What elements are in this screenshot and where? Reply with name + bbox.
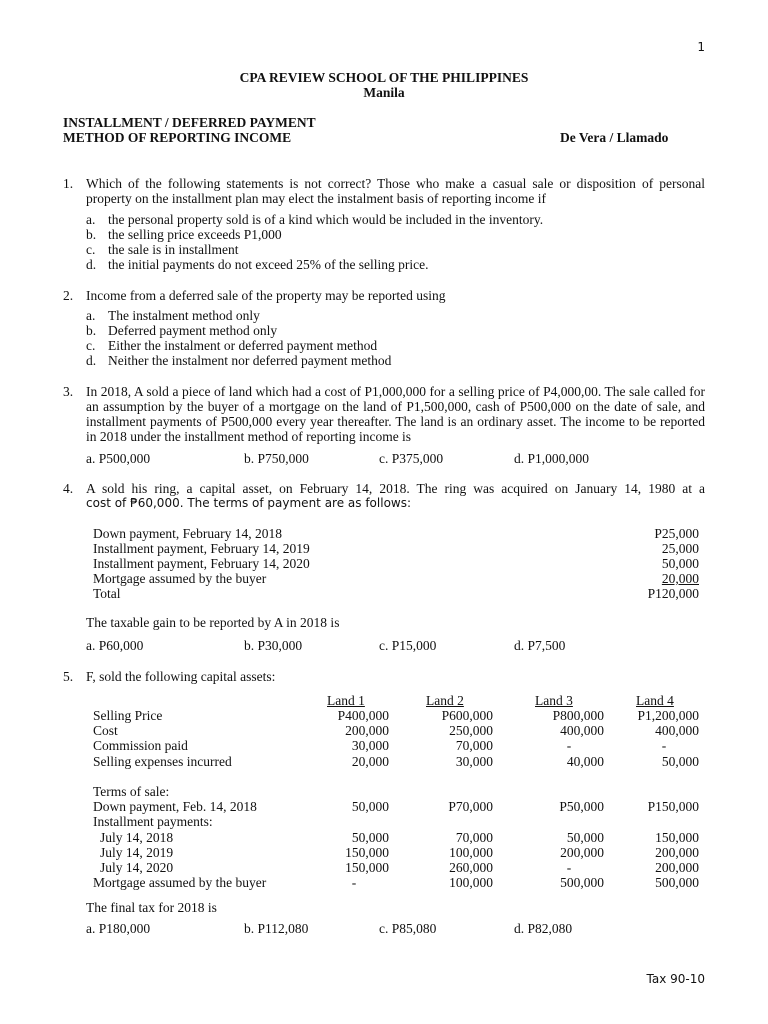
- q5-col-land-3: Land 3: [535, 693, 573, 708]
- q4-schedule-amount-total: P120,000: [647, 586, 699, 601]
- q5-cell: 150,000: [345, 845, 389, 860]
- q5-cell: 100,000: [449, 875, 493, 890]
- q3-choice-a: a. P500,000: [86, 451, 151, 466]
- q3-choice-c: c. P375,000: [379, 451, 444, 466]
- q4-schedule-label-1: Down payment, February 14, 2018: [93, 526, 282, 541]
- q5-cell: 400,000: [560, 723, 604, 738]
- q1-number: 1.: [63, 176, 74, 191]
- q5-cell: 200,000: [560, 845, 604, 860]
- q1-option-b-letter: b.: [86, 227, 97, 242]
- q5-choice-b: b. P112,080: [244, 921, 309, 936]
- q1-option-d-letter: d.: [86, 257, 97, 272]
- q2-option-a: The instalment method only: [108, 308, 260, 323]
- q5-cell: 500,000: [560, 875, 604, 890]
- q4-choice-d: d. P7,500: [514, 638, 566, 653]
- q4-choice-b: b. P30,000: [244, 638, 303, 653]
- q5-cell: 500,000: [655, 875, 699, 890]
- q5-cell: 150,000: [345, 860, 389, 875]
- q1-option-a-letter: a.: [86, 212, 96, 227]
- q5-cell: P800,000: [552, 708, 604, 723]
- q5-row-label: Selling Price: [93, 708, 163, 723]
- q5-cell: 250,000: [449, 723, 493, 738]
- q5-cell: P150,000: [647, 799, 699, 814]
- q5-cell: 100,000: [449, 845, 493, 860]
- q5-cell: 200,000: [345, 723, 389, 738]
- authors: De Vera / Llamado: [560, 130, 669, 145]
- q4-question: The taxable gain to be reported by A in 2018 is: [86, 615, 340, 630]
- q5-col-land-2: Land 2: [426, 693, 464, 708]
- q3-choice-d: d. P1,000,000: [514, 451, 590, 466]
- page-number: 1: [697, 40, 705, 54]
- city-subtitle: Manila: [363, 85, 405, 100]
- q5-row-label: Cost: [93, 723, 118, 738]
- q2-option-d: Neither the instalment nor deferred payment method: [108, 353, 392, 368]
- q5-cell: -: [566, 860, 572, 875]
- q5-col-land-4: Land 4: [636, 693, 674, 708]
- q4-schedule-amount-4-text: 20,000: [661, 571, 699, 586]
- school-title: CPA REVIEW SCHOOL OF THE PHILIPPINES: [239, 70, 529, 85]
- q5-cell: 150,000: [655, 830, 699, 845]
- q5-row-label: Terms of sale:: [93, 784, 170, 799]
- topic-line-1: INSTALLMENT / DEFERRED PAYMENT: [63, 115, 316, 130]
- q5-cell: 50,000: [351, 799, 389, 814]
- q5-row-label: Commission paid: [93, 738, 188, 753]
- q5-cell: 260,000: [449, 860, 493, 875]
- q4-text-line-2: cost of ₱60,000. The terms of payment are as follows:: [86, 496, 412, 510]
- q5-cell: 30,000: [455, 754, 493, 769]
- q5-cell: 50,000: [566, 830, 604, 845]
- q2-option-c: Either the instalment or deferred payment method: [108, 338, 378, 353]
- q4-schedule-amount-3: 50,000: [661, 556, 699, 571]
- q5-cell: 200,000: [655, 845, 699, 860]
- q5-cell: P400,000: [337, 708, 389, 723]
- q2-number: 2.: [63, 288, 74, 303]
- q2-option-a-letter: a.: [86, 308, 96, 323]
- q5-cell: P70,000: [448, 799, 493, 814]
- q4-schedule-amount-2: 25,000: [661, 541, 699, 556]
- q5-cell: 20,000: [351, 754, 389, 769]
- q2-option-b-letter: b.: [86, 323, 97, 338]
- q4-schedule-label-4: Mortgage assumed by the buyer: [93, 571, 267, 586]
- q5-cell: 200,000: [655, 860, 699, 875]
- q5-cell: P1,200,000: [637, 708, 699, 723]
- q4-schedule-label-2: Installment payment, February 14, 2019: [93, 541, 310, 556]
- q5-choice-a: a. P180,000: [86, 921, 151, 936]
- q5-cell: -: [661, 738, 667, 753]
- q1-option-c: the sale is in installment: [108, 242, 239, 257]
- q5-row-label: July 14, 2020: [100, 860, 174, 875]
- q5-number: 5.: [63, 669, 74, 684]
- q5-cell: 50,000: [661, 754, 699, 769]
- q5-cell: 70,000: [455, 738, 493, 753]
- q5-row-label: Mortgage assumed by the buyer: [93, 875, 267, 890]
- q3-text: In 2018, A sold a piece of land which had a cost of P1,000,000 for a selling price of P4,000,00. The sale called for an assumption by the buyer of a mortgage on the land of P1,500,000, cash of P500,000 on the date of sale, and installment payments of P500,000 every year thereafter. The land is an ordinary asset. The income to be reported in 2018 under the installment method of reporting income is: [86, 384, 705, 444]
- q1-option-d: the initial payments do not exceed 25% of the selling price.: [108, 257, 429, 272]
- q2-option-c-letter: c.: [86, 338, 96, 353]
- q5-cell: 40,000: [566, 754, 604, 769]
- q5-question: The final tax for 2018 is: [86, 900, 217, 915]
- q1-option-b: the selling price exceeds P1,000: [108, 227, 282, 242]
- q5-cell: -: [351, 875, 357, 890]
- q4-schedule-label-total: Total: [93, 586, 121, 601]
- q5-choice-d: d. P82,080: [514, 921, 573, 936]
- q1-option-a: the personal property sold is of a kind which would be included in the inventory.: [108, 212, 544, 227]
- q5-row-label: July 14, 2019: [100, 845, 174, 860]
- topic-line-2: METHOD OF REPORTING INCOME: [63, 130, 292, 145]
- q4-schedule-label-3: Installment payment, February 14, 2020: [93, 556, 310, 571]
- footer-code: Tax 90-10: [646, 972, 705, 986]
- q5-cell: P50,000: [559, 799, 604, 814]
- q5-col-land-1: Land 1: [327, 693, 365, 708]
- q4-text-line-1: A sold his ring, a capital asset, on February 14, 2018. The ring was acquired on January 14, 1980 at a: [86, 481, 705, 496]
- q3-number: 3.: [63, 384, 74, 399]
- q2-text: Income from a deferred sale of the property may be reported using: [86, 288, 446, 303]
- q5-cell: 50,000: [351, 830, 389, 845]
- q5-row-label: Installment payments:: [93, 814, 213, 829]
- q5-row-label: July 14, 2018: [100, 830, 174, 845]
- q4-number: 4.: [63, 481, 74, 496]
- q5-cell: 70,000: [455, 830, 493, 845]
- q4-schedule-amount-1: P25,000: [654, 526, 699, 541]
- q1-text: Which of the following statements is not correct? Those who make a casual sale or disposition of personal property on the installment plan may elect the instalment basis of reporting income if: [86, 176, 705, 206]
- q4-choice-a: a. P60,000: [86, 638, 144, 653]
- q5-cell: -: [566, 738, 572, 753]
- q2-option-d-letter: d.: [86, 353, 97, 368]
- q5-cell: 30,000: [351, 738, 389, 753]
- q5-text: F, sold the following capital assets:: [86, 669, 276, 684]
- q3-choice-b: b. P750,000: [244, 451, 309, 466]
- q5-cell: P600,000: [441, 708, 493, 723]
- q5-choice-c: c. P85,080: [379, 921, 437, 936]
- q4-schedule-amount-4: [560, 571, 699, 586]
- q5-row-label: Selling expenses incurred: [93, 754, 232, 769]
- q1-option-c-letter: c.: [86, 242, 96, 257]
- q4-choice-c: c. P15,000: [379, 638, 437, 653]
- q5-row-label: Down payment, Feb. 14, 2018: [93, 799, 257, 814]
- q2-option-b: Deferred payment method only: [108, 323, 278, 338]
- q5-cell: 400,000: [655, 723, 699, 738]
